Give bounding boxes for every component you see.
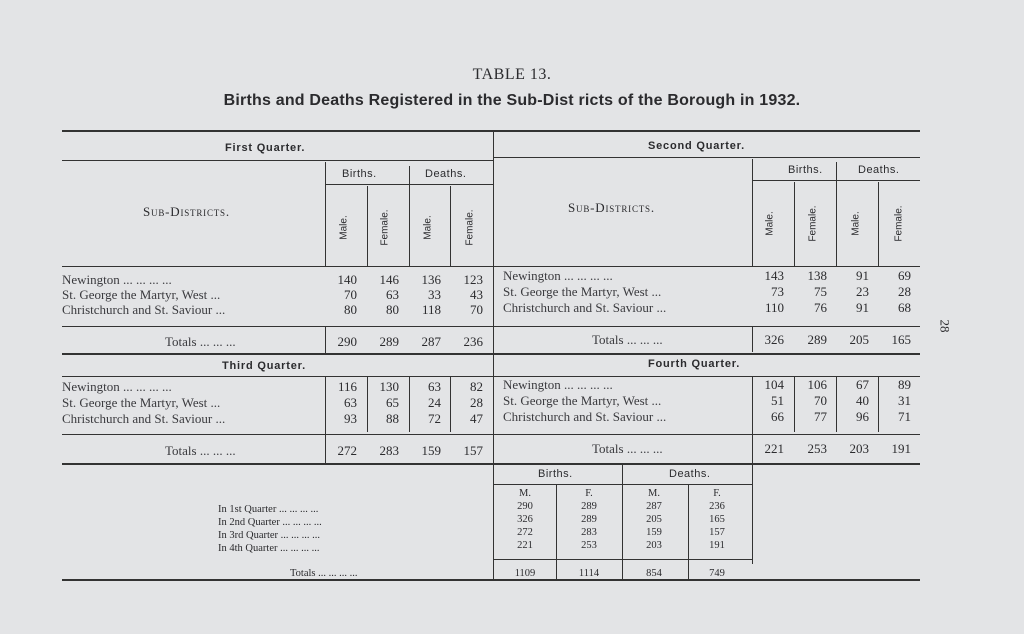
q4-cell: 89 — [898, 377, 911, 392]
q2-cell: 69 — [898, 268, 911, 283]
q1-cell: 123 — [463, 272, 483, 287]
summary-cell: 157 — [709, 527, 725, 538]
table-subtitle: Births and Deaths Registered in the Sub-Dist ricts of the Borough in 1932. — [223, 92, 801, 109]
q2-cell: 28 — [898, 284, 911, 299]
q1-cell: 33 — [428, 287, 441, 302]
q3-cell: 63 — [344, 395, 357, 410]
q2-cell: 143 — [764, 268, 784, 283]
rule-center — [493, 131, 494, 465]
q3-total: 272 — [337, 443, 357, 458]
q3-row-label: St. George the Martyr, West ... — [62, 395, 221, 410]
summary-row-label: In 4th Quarter ... ... ... ... — [218, 543, 320, 554]
q1-cell: 136 — [421, 272, 441, 287]
q1-total: 290 — [337, 334, 357, 349]
q1-cell: 80 — [344, 302, 357, 317]
rule-q1-head — [62, 160, 493, 161]
q3-cell: 93 — [344, 411, 357, 426]
q4-total: 253 — [807, 441, 827, 456]
summary-cell: 287 — [646, 501, 662, 512]
summary-df-header: F. — [713, 488, 721, 499]
q1-cell: 118 — [421, 302, 441, 317]
summary-f-header: F. — [585, 488, 593, 499]
summary-total: 749 — [709, 568, 725, 579]
summary-m-header: M. — [519, 488, 531, 499]
summary-cell: 205 — [646, 514, 662, 525]
q1-cell: 63 — [386, 287, 399, 302]
rule-bottom — [62, 579, 920, 581]
q4-cell: 96 — [856, 409, 869, 424]
summary-cell: 290 — [517, 501, 533, 512]
q4-cell: 66 — [771, 409, 784, 424]
q3-cell: 130 — [379, 379, 399, 394]
summary-totals-label: Totals ... ... ... ... — [290, 568, 358, 579]
q2-total: 205 — [849, 332, 869, 347]
q2-female-header: Female. — [807, 205, 819, 242]
q4-cell: 106 — [807, 377, 827, 392]
q2-cell: 138 — [807, 268, 827, 283]
q4-total: 221 — [764, 441, 784, 456]
q3-totals-label: Totals ... ... ... — [165, 443, 236, 458]
q2-cell: 91 — [856, 300, 869, 315]
summary-row-label: In 2nd Quarter ... ... ... ... — [218, 517, 322, 528]
summary-cell: 283 — [581, 527, 597, 538]
q2-male-header: Male. — [764, 211, 776, 236]
q1-cell: 70 — [344, 287, 357, 302]
summary-deaths-header: Deaths. — [669, 468, 711, 480]
q1-cell: 140 — [337, 272, 357, 287]
summary-total: 1114 — [578, 568, 600, 579]
q3-total: 157 — [463, 443, 483, 458]
q4-cell: 70 — [814, 393, 827, 408]
q2-cell: 91 — [856, 268, 869, 283]
q1-births-header: Births. — [342, 168, 377, 180]
q1-row-label: Christchurch and St. Saviour ... — [62, 302, 226, 317]
summary-cell: 326 — [517, 514, 533, 525]
q2-total: 326 — [764, 332, 784, 347]
q1-dfemale-header: Female. — [464, 209, 476, 246]
q4-row-label: St. George the Martyr, West ... — [503, 393, 662, 408]
q2-dmale-header: Male. — [850, 211, 862, 236]
q1-totals-label: Totals ... ... ... — [165, 334, 236, 349]
q4-row-label: Christchurch and St. Saviour ... — [503, 409, 667, 424]
q3-row-label: Christchurch and St. Saviour ... — [62, 411, 226, 426]
q4-cell: 40 — [856, 393, 869, 408]
summary-cell: 289 — [581, 501, 597, 512]
q2-row-label: St. George the Martyr, West ... — [503, 284, 662, 299]
rule-q2-head — [494, 157, 920, 158]
q4-total: 203 — [849, 441, 869, 456]
q3-cell: 24 — [428, 395, 441, 410]
summary-cell: 159 — [646, 527, 662, 538]
q1-female-header: Female. — [379, 209, 391, 246]
q3-total: 283 — [379, 443, 399, 458]
q2-cell: 23 — [856, 284, 869, 299]
q1-cell: 70 — [470, 302, 483, 317]
q4-totals-label: Totals ... ... ... — [592, 441, 663, 456]
q1-dmale-header: Male. — [422, 215, 434, 240]
q3-cell: 47 — [470, 411, 483, 426]
summary-dm-header: M. — [648, 488, 660, 499]
q4-row-label: Newington ... ... ... ... — [503, 377, 613, 392]
summary-cell: 165 — [709, 514, 725, 525]
q1-heading: First Quarter. — [225, 142, 306, 154]
page-number: 28 — [937, 319, 953, 333]
q2-deaths-header: Deaths. — [858, 164, 900, 176]
q2-heading: Second Quarter. — [648, 140, 745, 152]
summary-cell: 191 — [709, 540, 725, 551]
q2-births-header: Births. — [788, 164, 823, 176]
q4-total: 191 — [891, 441, 911, 456]
q1-total: 236 — [463, 334, 483, 349]
q3-cell: 116 — [337, 379, 357, 394]
q3-cell: 63 — [428, 379, 441, 394]
q1-cell: 146 — [379, 272, 399, 287]
q1-total: 289 — [379, 334, 399, 349]
q4-cell: 77 — [814, 409, 827, 424]
q4-cell: 104 — [764, 377, 784, 392]
q1-total: 287 — [421, 334, 441, 349]
summary-total: 854 — [646, 568, 662, 579]
q1-cell: 43 — [470, 287, 483, 302]
q1-subdistricts-header: Sub-Districts. — [143, 204, 230, 219]
q2-subdistricts-header: Sub-Districts. — [568, 200, 655, 215]
summary-births-header: Births. — [538, 468, 573, 480]
q2-row-label: Christchurch and St. Saviour ... — [503, 300, 667, 315]
q2-cell: 73 — [771, 284, 784, 299]
q3-heading: Third Quarter. — [222, 360, 306, 372]
table-title: TABLE 13. — [472, 66, 552, 83]
q2-total: 289 — [807, 332, 827, 347]
q3-cell: 65 — [386, 395, 399, 410]
q4-cell: 51 — [771, 393, 784, 408]
summary-cell: 253 — [581, 540, 597, 551]
summary-cell: 289 — [581, 514, 597, 525]
q1-deaths-header: Deaths. — [425, 168, 467, 180]
q3-cell: 72 — [428, 411, 441, 426]
q1-row-label: Newington ... ... ... ... — [62, 272, 172, 287]
summary-cell: 203 — [646, 540, 662, 551]
summary-row-label: In 3rd Quarter ... ... ... ... — [218, 530, 321, 541]
q4-heading: Fourth Quarter. — [648, 358, 741, 370]
q4-cell: 31 — [898, 393, 911, 408]
q1-male-header: Male. — [338, 215, 350, 240]
q2-row-label: Newington ... ... ... ... — [503, 268, 613, 283]
q3-cell: 88 — [386, 411, 399, 426]
q4-cell: 71 — [898, 409, 911, 424]
summary-total: 1109 — [514, 568, 536, 579]
q2-cell: 68 — [898, 300, 911, 315]
rule-head-bottom — [62, 266, 920, 267]
q4-cell: 67 — [856, 377, 869, 392]
q3-cell: 82 — [470, 379, 483, 394]
q3-row-label: Newington ... ... ... ... — [62, 379, 172, 394]
summary-row-label: In 1st Quarter ... ... ... ... — [218, 504, 319, 515]
summary-cell: 272 — [517, 527, 533, 538]
rule-top — [62, 130, 920, 132]
q2-cell: 76 — [814, 300, 827, 315]
q3-total: 159 — [421, 443, 441, 458]
q2-cell: 110 — [764, 300, 784, 315]
q3-cell: 28 — [470, 395, 483, 410]
q1-cell: 80 — [386, 302, 399, 317]
summary-cell: 236 — [709, 501, 725, 512]
q2-total: 165 — [891, 332, 911, 347]
q1-row-label: St. George the Martyr, West ... — [62, 287, 221, 302]
summary-cell: 221 — [517, 540, 533, 551]
q2-cell: 75 — [814, 284, 827, 299]
q2-dfemale-header: Female. — [893, 205, 905, 242]
q2-totals-label: Totals ... ... ... — [592, 332, 663, 347]
